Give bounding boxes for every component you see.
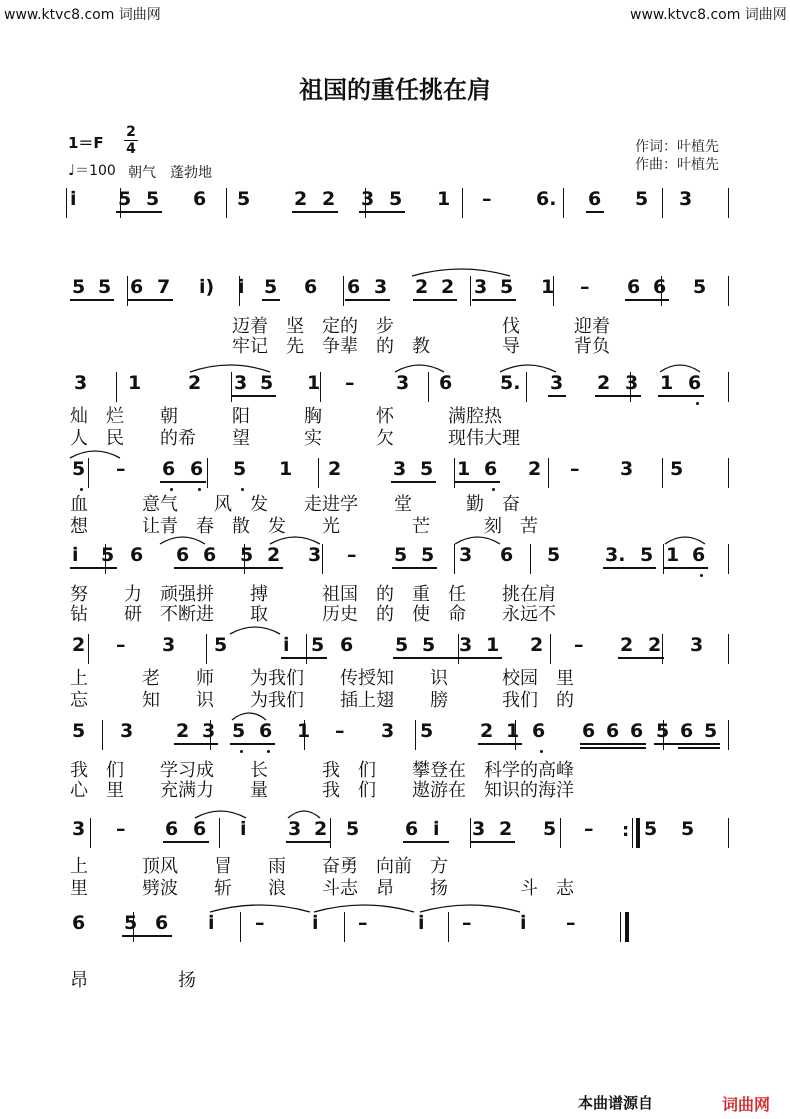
note: 3 — [459, 544, 473, 566]
note: 5. — [500, 372, 521, 394]
beam-underline — [128, 299, 173, 301]
beam-underline — [580, 743, 646, 745]
lyric-verse-1: 灿 烂 朝 阳 胸 怀 满腔热 — [70, 406, 502, 427]
note: – — [462, 912, 472, 934]
barline — [526, 372, 527, 402]
beam-underline — [163, 841, 209, 843]
note: 6 — [439, 372, 453, 394]
barline — [66, 188, 67, 218]
note: 6 — [176, 544, 190, 566]
barline — [728, 634, 729, 664]
beam-underline — [472, 299, 516, 301]
barline — [662, 634, 663, 664]
note: 3 — [162, 634, 176, 656]
note: 5 — [422, 634, 436, 656]
note: – — [570, 458, 580, 480]
barline — [322, 544, 323, 574]
note: 1 — [660, 372, 674, 394]
note: 5 — [394, 544, 408, 566]
note: i̇ — [240, 818, 247, 840]
note: 3 — [393, 458, 407, 480]
note: i̇ — [238, 276, 245, 298]
score-row — [0, 632, 790, 668]
note: 6 — [606, 720, 620, 742]
lyricist-credit: 作词：叶植先 — [635, 139, 719, 155]
barline — [550, 634, 551, 664]
note: 5 — [118, 188, 132, 210]
barline — [462, 188, 463, 218]
note: 5 — [656, 720, 670, 742]
note: – — [482, 188, 492, 210]
note: 3 — [620, 458, 634, 480]
note: 2 — [597, 372, 611, 394]
barline — [318, 458, 319, 488]
note: 3 — [396, 372, 410, 394]
note: 6 — [630, 720, 644, 742]
note: 5 — [72, 720, 86, 742]
note: 1 — [486, 634, 500, 656]
note: 1 — [666, 544, 680, 566]
note: 1 — [279, 458, 293, 480]
note: 1 — [541, 276, 555, 298]
lyric-verse-2: 钻 研 不断进 取 历史 的 使 命 永远不 — [70, 604, 556, 625]
barline — [636, 818, 640, 848]
beam-underline — [391, 481, 436, 483]
note: 5 — [670, 458, 684, 480]
barline — [530, 544, 531, 574]
footer-logo: 词曲网 — [722, 1095, 771, 1114]
barline — [240, 912, 241, 942]
note: – — [255, 912, 265, 934]
note: 3 — [381, 720, 395, 742]
note: i̇ — [433, 818, 440, 840]
note: 5 — [232, 720, 246, 742]
beam-underline — [678, 747, 720, 749]
note: 1 — [297, 720, 311, 742]
note: 5 — [543, 818, 557, 840]
low-octave-dot — [267, 750, 270, 753]
note: 3 — [361, 188, 375, 210]
note: 6 — [688, 372, 702, 394]
note: i̇ — [418, 912, 425, 934]
note: 6 — [190, 458, 204, 480]
note: 1 — [128, 372, 142, 394]
beam-underline — [603, 567, 656, 569]
barline — [454, 544, 455, 574]
beam-underline — [160, 481, 206, 483]
note: – — [335, 720, 345, 742]
barline — [226, 188, 227, 218]
beam-underline — [70, 299, 114, 301]
note: 1 — [506, 720, 520, 742]
lyric-verse-2: 人 民 的希 望 实 欠 现伟大理 — [70, 428, 520, 449]
note: – — [580, 276, 590, 298]
lyric-verse-2: 心 里 充满力 量 我 们 遨游在 知识的海洋 — [70, 780, 574, 801]
song-title: 祖国的重任挑在肩 — [299, 76, 491, 104]
barline — [207, 458, 208, 488]
note: 5 — [346, 818, 360, 840]
beam-underline — [230, 743, 275, 745]
barline — [127, 276, 128, 306]
barline — [448, 912, 449, 942]
note: 3 — [74, 372, 88, 394]
note: 6 — [484, 458, 498, 480]
note: 3 — [472, 818, 486, 840]
note: 5 — [547, 544, 561, 566]
note: i̇ — [208, 912, 215, 934]
note: 1 — [457, 458, 471, 480]
beam-underline — [618, 657, 664, 659]
beam-underline — [292, 211, 338, 213]
beam-underline — [580, 747, 646, 749]
beam-underline — [478, 743, 522, 745]
note: – — [116, 634, 126, 656]
note: 2 — [314, 818, 328, 840]
beam-underline — [413, 299, 457, 301]
note: 5 — [644, 818, 658, 840]
beam-underline — [586, 211, 604, 213]
repeat-sign: : — [622, 820, 630, 841]
expression-marking: 朝气 蓬勃地 — [128, 165, 212, 181]
note: 3 — [550, 372, 564, 394]
note: 3 — [690, 634, 704, 656]
barline — [560, 818, 561, 848]
note: 2 — [528, 458, 542, 480]
barline — [88, 458, 89, 488]
score-row — [0, 542, 790, 578]
note: 6 — [193, 818, 207, 840]
note: 2 — [480, 720, 494, 742]
note: 6 — [162, 458, 176, 480]
barline — [428, 372, 429, 402]
note: i̇ — [72, 544, 79, 566]
lyric-verse-2: 里 劈波 斩 浪 斗志 昂 扬 斗 志 — [70, 878, 574, 899]
watermark-left: www.ktvc8.com 词曲网 — [4, 7, 161, 23]
beam-underline — [286, 841, 330, 843]
beam-underline — [174, 567, 283, 569]
barline — [548, 458, 549, 488]
note: 2 — [176, 720, 190, 742]
barline — [454, 458, 455, 488]
note: 3 — [72, 818, 86, 840]
note: – — [116, 458, 126, 480]
final-barline — [620, 912, 621, 942]
note: 3 — [625, 372, 639, 394]
note: 5 — [214, 634, 228, 656]
beam-underline — [174, 743, 218, 745]
note: 2 — [267, 544, 281, 566]
beam-underline — [470, 841, 515, 843]
note: 5 — [233, 458, 247, 480]
barline — [330, 818, 331, 848]
note: 6 — [165, 818, 179, 840]
barline — [306, 634, 307, 664]
note: 6 — [582, 720, 596, 742]
note: 5 — [704, 720, 718, 742]
note: 6 — [340, 634, 354, 656]
low-octave-dot — [540, 750, 543, 753]
beam-underline — [654, 743, 720, 745]
barline — [632, 818, 633, 848]
beam-underline — [548, 395, 566, 397]
beam-underline — [359, 211, 405, 213]
barline — [470, 276, 471, 306]
tempo-value: ＝100 — [75, 163, 116, 179]
note: – — [566, 912, 576, 934]
note: 5 — [420, 458, 434, 480]
note: i̇ — [70, 188, 77, 210]
lyric-verse-1: 血 意气 风 发 走进学 堂 勤 奋 — [70, 494, 520, 515]
note: 5 — [311, 634, 325, 656]
barline — [219, 818, 220, 848]
note: 6 — [680, 720, 694, 742]
note: 2 — [441, 276, 455, 298]
lyric-verse-1: 努 力 顽强拼 搏 祖国 的 重 任 挑在肩 — [70, 584, 556, 605]
note: 7 — [157, 276, 171, 298]
note: 2 — [328, 458, 342, 480]
barline — [116, 372, 117, 402]
note: 6 — [588, 188, 602, 210]
beam-underline — [664, 567, 708, 569]
beam-underline — [625, 299, 669, 301]
low-octave-dot — [240, 750, 243, 753]
time-signature-top: 2 — [126, 124, 136, 140]
score-row — [0, 186, 790, 222]
note: 2 — [648, 634, 662, 656]
tempo-marking — [68, 160, 116, 180]
note: 3 — [288, 818, 302, 840]
note: 6 — [155, 912, 169, 934]
beam-underline — [345, 299, 390, 301]
note: 2 — [415, 276, 429, 298]
score-row — [0, 456, 790, 492]
note: 5 — [72, 458, 86, 480]
note: 2 — [294, 188, 308, 210]
note: i̇ — [283, 634, 290, 656]
note: 3 — [120, 720, 134, 742]
note: 5 — [101, 544, 115, 566]
note: 3 — [308, 544, 322, 566]
note: – — [574, 634, 584, 656]
barline — [728, 458, 729, 488]
composer-credit: 作曲：叶植先 — [635, 157, 719, 173]
note: i̇) — [199, 276, 215, 298]
barline — [728, 372, 729, 402]
low-octave-dot — [700, 574, 703, 577]
note: 5 — [124, 912, 138, 934]
barline — [206, 634, 207, 664]
note: 2 — [620, 634, 634, 656]
note: i̇ — [312, 912, 319, 934]
barline — [563, 188, 564, 218]
note: 6 — [130, 276, 144, 298]
lyric-verse-1: 上 顶风 冒 雨 奋勇 向前 方 — [70, 856, 448, 877]
note: 2 — [72, 634, 86, 656]
final-barline — [625, 912, 629, 942]
note: 6 — [627, 276, 641, 298]
key-signature: 1＝F — [68, 134, 104, 152]
note: 5 — [237, 188, 251, 210]
note: 5 — [98, 276, 112, 298]
beam-underline — [595, 395, 641, 397]
barline — [102, 720, 103, 750]
beam-underline — [392, 567, 437, 569]
note: 3 — [234, 372, 248, 394]
barline — [728, 818, 729, 848]
barline — [343, 276, 344, 306]
note: 6 — [653, 276, 667, 298]
note: 5 — [260, 372, 274, 394]
beam-underline — [393, 657, 502, 659]
note: – — [345, 372, 355, 394]
barline — [662, 458, 663, 488]
barline — [88, 634, 89, 664]
note: 3 — [459, 634, 473, 656]
note: 5 — [421, 544, 435, 566]
beam-underline — [403, 841, 449, 843]
note: 2 — [322, 188, 336, 210]
note: 2 — [499, 818, 513, 840]
beam-underline — [116, 211, 162, 213]
footer-source-label: 本曲谱源自 — [578, 1094, 654, 1112]
note: 1 — [307, 372, 321, 394]
barline — [663, 544, 664, 574]
lyric-verse-1: 昂 扬 — [70, 970, 196, 991]
score-row — [0, 274, 790, 310]
lyric-verse-2: 忘 知 识 为我们 插上翅 膀 我们 的 — [70, 690, 574, 711]
score-row — [0, 816, 790, 852]
note: – — [584, 818, 594, 840]
note: 6 — [72, 912, 86, 934]
score-row — [0, 718, 790, 754]
note: 5 — [146, 188, 160, 210]
note: 5 — [240, 544, 254, 566]
low-octave-dot — [696, 402, 699, 405]
barline — [344, 912, 345, 942]
barline — [728, 720, 729, 750]
note: 6 — [304, 276, 318, 298]
note: 6 — [203, 544, 217, 566]
barline — [90, 818, 91, 848]
note: 3 — [474, 276, 488, 298]
barline — [662, 188, 663, 218]
note: 5 — [693, 276, 707, 298]
beam-underline — [262, 299, 280, 301]
note: 6 — [347, 276, 361, 298]
barline — [231, 372, 232, 402]
note: 5 — [681, 818, 695, 840]
note: 3 — [202, 720, 216, 742]
note: 6 — [193, 188, 207, 210]
score-row — [0, 910, 790, 946]
note: 6 — [259, 720, 273, 742]
barline — [415, 720, 416, 750]
note: 3 — [679, 188, 693, 210]
beam-underline — [122, 935, 172, 937]
barline — [728, 188, 729, 218]
lyric-verse-2: 牢记 先 争辈 的 教 导 背负 — [70, 336, 610, 357]
note: 6 — [130, 544, 144, 566]
score-row — [0, 370, 790, 406]
note: 6 — [500, 544, 514, 566]
note: 2 — [530, 634, 544, 656]
note: 5 — [389, 188, 403, 210]
beam-underline — [70, 567, 117, 569]
note: – — [116, 818, 126, 840]
note: – — [347, 544, 357, 566]
note: i̇ — [520, 912, 527, 934]
note: 5 — [635, 188, 649, 210]
watermark-right: www.ktvc8.com 词曲网 — [630, 7, 787, 23]
time-signature-bottom: 4 — [124, 140, 138, 157]
note: 3 — [374, 276, 388, 298]
note: 5 — [420, 720, 434, 742]
beam-underline — [232, 395, 276, 397]
note: 5 — [640, 544, 654, 566]
note: 6 — [692, 544, 706, 566]
note: 5 — [72, 276, 86, 298]
note: 6. — [536, 188, 557, 210]
lyric-verse-1: 上 老 师 为我们 传授知 识 校园 里 — [70, 668, 574, 689]
note: 6 — [405, 818, 419, 840]
time-signature — [124, 124, 138, 157]
lyric-verse-1: 我 们 学习成 长 我 们 攀登在 科学的高峰 — [70, 760, 574, 781]
note: 1 — [437, 188, 451, 210]
note: 5 — [395, 634, 409, 656]
note: 5 — [500, 276, 514, 298]
beam-underline — [658, 395, 704, 397]
beam-underline — [281, 657, 327, 659]
note: 5 — [264, 276, 278, 298]
quarter-note-icon: ♩ — [68, 161, 76, 179]
note: 6 — [532, 720, 546, 742]
note: – — [358, 912, 368, 934]
barline — [728, 276, 729, 306]
note: 3. — [605, 544, 626, 566]
lyric-verse-2: 想 让青 春 散 发 光 芒 刻 苦 — [70, 516, 538, 537]
lyric-verse-1: 迈着 坚 定的 步 伐 迎着 — [70, 316, 610, 337]
beam-underline — [455, 481, 500, 483]
barline — [728, 544, 729, 574]
note: 2 — [188, 372, 202, 394]
